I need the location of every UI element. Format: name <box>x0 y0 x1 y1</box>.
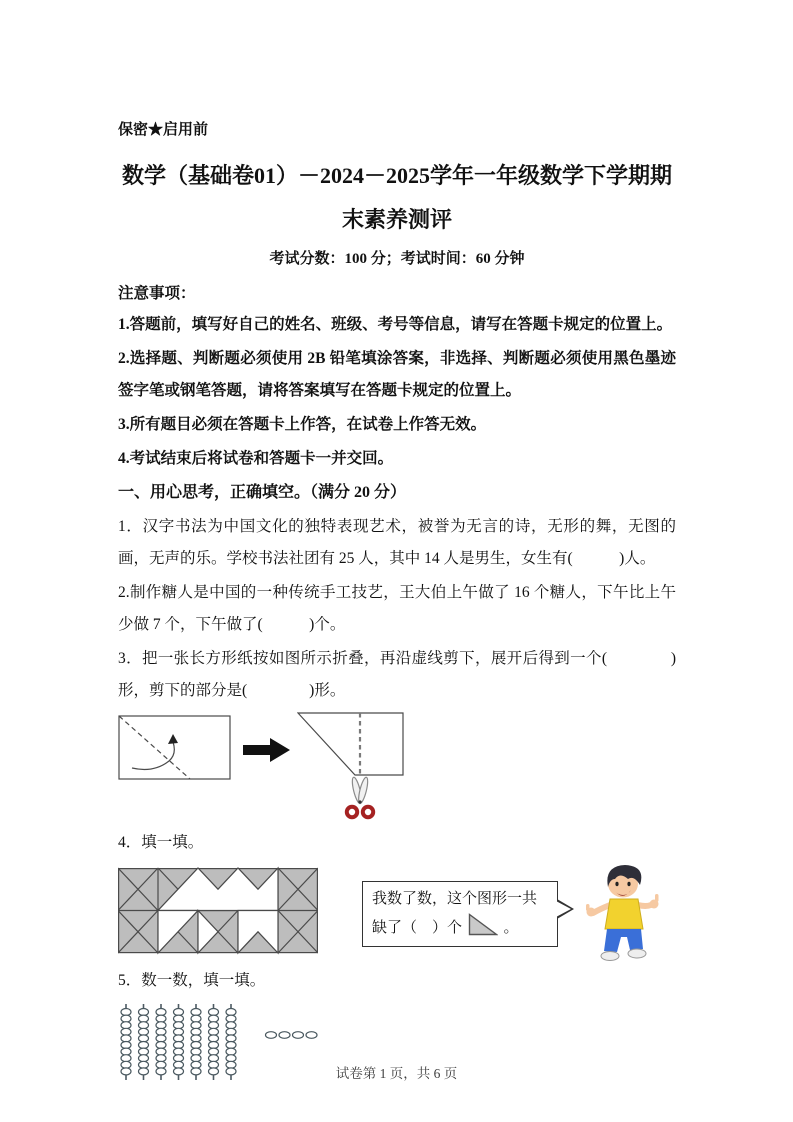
transform-arrow-icon <box>243 737 291 763</box>
bubble-line2-suffix: 。 <box>503 920 519 936</box>
dashed-fold-line <box>119 716 190 779</box>
q4-pattern-figure <box>118 865 318 957</box>
paper-title-line1: 数学（基础卷01）－2024－2025学年一年级数学下学期期 <box>121 163 672 188</box>
shoe-right <box>628 949 646 958</box>
q3-figure-row <box>118 711 676 827</box>
bubble-line2-prefix: 缺了（ ）个 <box>372 920 463 936</box>
note-item-3: 3.所有题目必须在答题卡上作答，在试卷上作答无效。 <box>118 416 487 433</box>
shirt <box>605 899 643 929</box>
question-1: 1．汉字书法为中国文化的独特表现艺术，被誉为无言的诗，无形的舞，无图的画，无声的乐。学校书法社团有 25 人，其中 14 人是男生，女生有( )人。 <box>118 518 676 567</box>
question-3: 3．把一张长方形纸按如图所示折叠，再沿虚线剪下，展开后得到一个( )形，剪下的部分是( )形。 <box>118 650 676 699</box>
section1-heading: 一、用心思考，正确填空。（满分 20 分） <box>118 484 407 501</box>
question-2: 2.制作糖人是中国的一种传统手工技艺，王大伯上午做了 16 个糖人，下午比上午少做 7 个，下午做了( )个。 <box>118 584 676 633</box>
speech-bubble <box>362 881 558 947</box>
fold-curl-arrowhead <box>168 734 178 744</box>
single-beads <box>264 1029 322 1041</box>
boy-character <box>584 861 664 965</box>
bubble-line2 <box>372 913 548 942</box>
q4-figure-row <box>118 861 676 965</box>
fold-diagram-after <box>297 711 409 825</box>
note-item-1: 1.答题前，填写好自己的姓名、班级、考号等信息，请写在答题卡规定的位置上。 <box>118 316 673 333</box>
secrecy-label: 保密★启用前 <box>118 122 209 138</box>
paper-title-line2: 末素养测评 <box>341 207 452 232</box>
fold-diagram-before <box>118 715 231 783</box>
bubble-line1: 我数了数，这个图形一共 <box>372 891 538 907</box>
exam-info: 考试分数：100 分；考试时间：60 分钟 <box>269 251 525 267</box>
folded-paper-shape <box>298 713 403 775</box>
scissors-icon <box>347 777 373 818</box>
question-5-label: 5．数一数，填一填。 <box>118 972 266 989</box>
notes-heading: 注意事项： <box>118 285 196 302</box>
right-hand <box>650 894 659 909</box>
shoe-left <box>601 952 619 961</box>
question-4-label: 4．填一填。 <box>118 834 204 851</box>
note-item-2: 2.选择题、判断题必须使用 2B 铅笔填涂答案，非选择、判断题必须使用黑色墨迹签字笔或钢笔答题，请将答案填写在答题卡规定的位置上。 <box>118 350 676 399</box>
left-hand <box>586 904 596 917</box>
note-item-4: 4.考试结束后将试卷和答题卡一并交回。 <box>118 450 394 467</box>
page-footer: 试卷第 1 页，共 6 页 <box>335 1066 458 1081</box>
missing-triangle-icon <box>468 913 498 936</box>
paper-title <box>118 154 676 242</box>
